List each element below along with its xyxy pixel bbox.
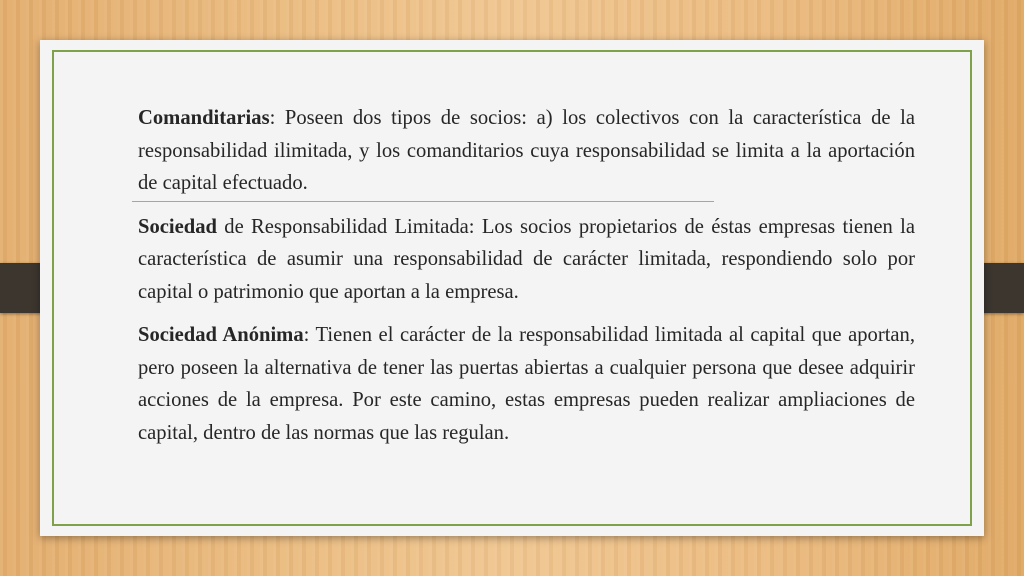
paragraph-sociedad-anonima bbox=[138, 319, 915, 449]
definition-sociedad-responsabilidad-limitada: de Responsabilidad Limitada: Los socios propietarios de éstas empresas tienen la característica de asumir una responsabilidad de carácter limitada, respondiendo solo por capital o patrimonio que aportan a la empresa. bbox=[138, 215, 915, 303]
definition-sociedad-anonima: : Tienen el carácter de la responsabilidad limitada al capital que aportan, pero poseen la alternativa de tener las puertas abiertas a cualquier persona que desee adquirir acciones de la empresa. Por este camino, estas empresas pueden realizar ampliaciones de capital, dentro de las normas que las regulan. bbox=[138, 324, 916, 444]
term-sociedad-anonima: Sociedad Anónima bbox=[138, 324, 304, 346]
slide-card bbox=[40, 40, 984, 536]
term-sociedad: Sociedad bbox=[138, 215, 217, 238]
definition-comanditarias: : Poseen dos tipos de socios: a) los colectivos con la característica de la responsabilidad ilimitada, y los comanditarios cuya responsabilidad se limita a la aportación de capital efectuado. bbox=[138, 107, 915, 194]
slide-body bbox=[138, 102, 915, 449]
paragraph-comanditarias bbox=[138, 102, 915, 200]
paragraph-sociedad-responsabilidad-limitada bbox=[138, 211, 915, 309]
term-comanditarias: Comanditarias bbox=[138, 107, 270, 129]
